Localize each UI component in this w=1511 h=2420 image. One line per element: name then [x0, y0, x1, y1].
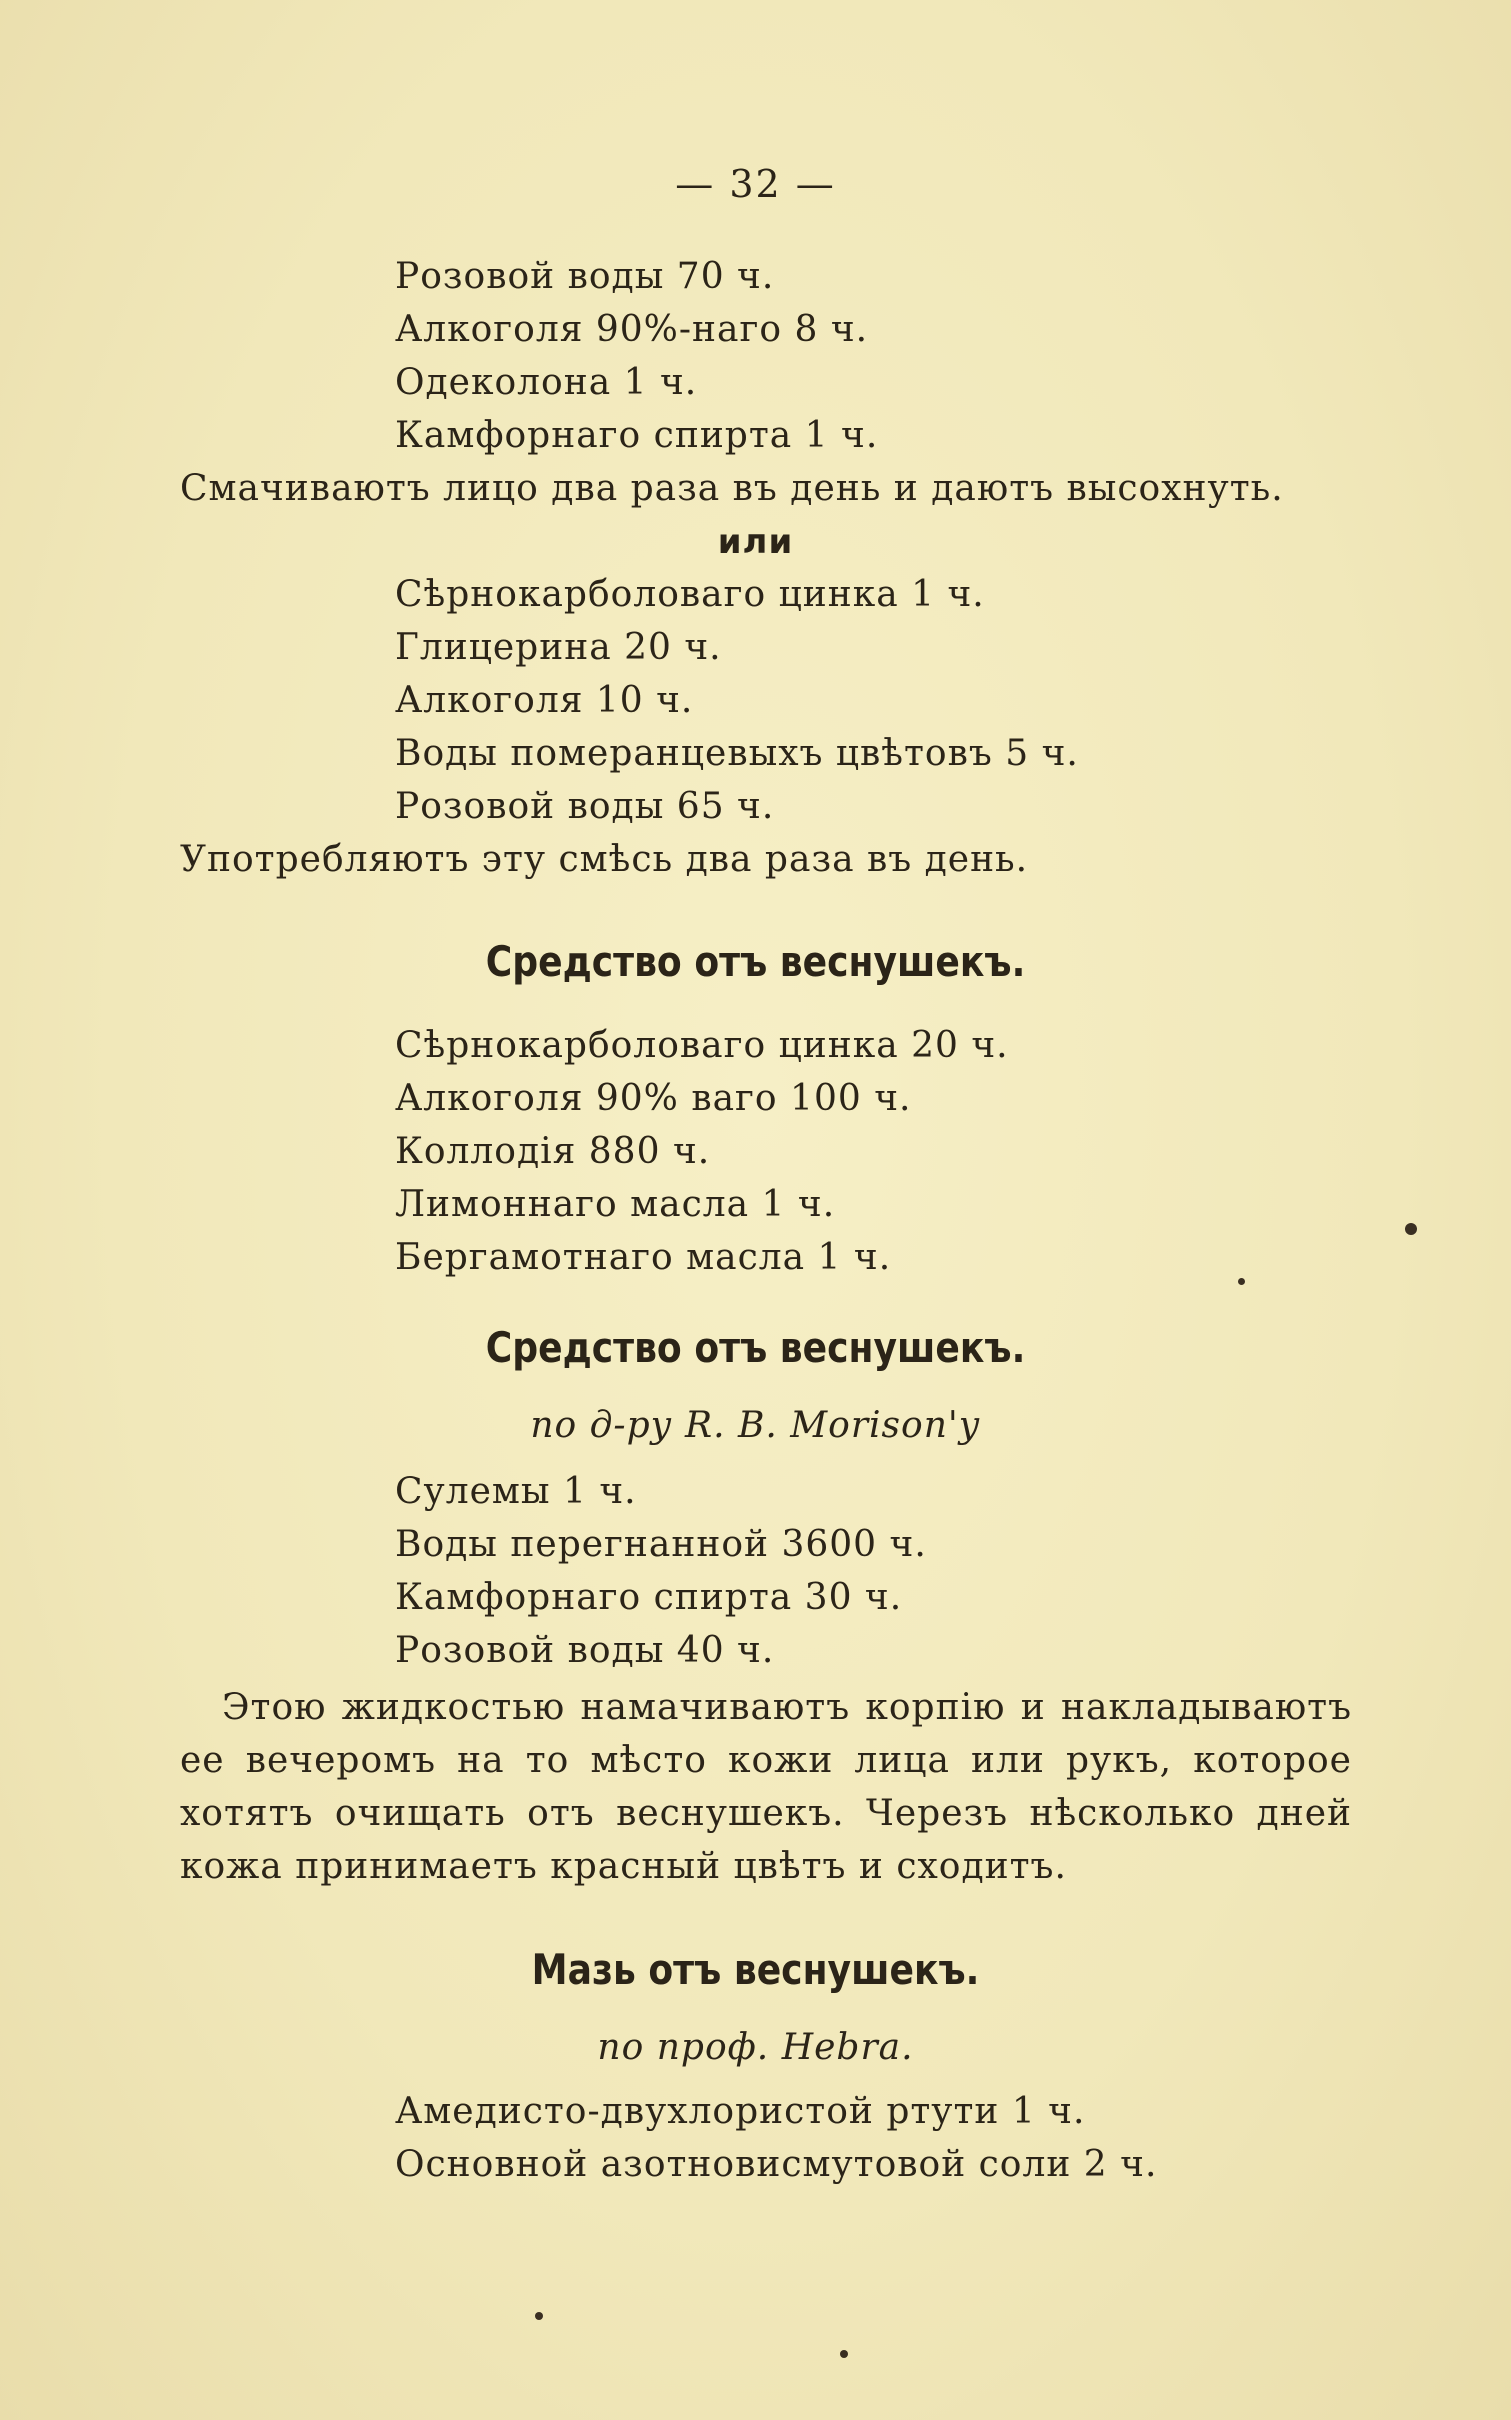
or-separator: или: [717, 522, 794, 562]
section-title: Средство отъ веснушекъ.: [485, 1323, 1026, 1372]
ink-speck: [535, 2312, 543, 2320]
section-author: по д-ру R. B. Morison'у: [530, 1405, 981, 1446]
ingredient-line: Розовой воды 70 ч.: [395, 256, 775, 297]
ingredient-line: Воды померанцевыхъ цвѣтовъ 5 ч.: [395, 733, 1079, 774]
ingredient-line: Воды перегнанной 3600 ч.: [395, 1524, 927, 1565]
paragraph-line: ее вечеромъ на то мѣсто кожи лица или рукъ, которое: [180, 1740, 1352, 1781]
ingredient-line: Алкоголя 10 ч.: [395, 680, 694, 721]
ingredient-line: Розовой воды 40 ч.: [395, 1630, 775, 1671]
page-number: — 32 —: [675, 162, 836, 206]
ingredient-line: Сулемы 1 ч.: [395, 1471, 637, 1512]
ingredient-line: Коллодія 880 ч.: [395, 1131, 711, 1172]
ingredient-line: Глицерина 20 ч.: [395, 627, 722, 668]
instruction-line: Смачиваютъ лицо два раза въ день и даютъ высохнуть.: [180, 468, 1284, 509]
section-author: по проф. Hebra.: [597, 2027, 914, 2068]
ingredient-line: Бергамотнаго масла 1 ч.: [395, 1237, 892, 1278]
ingredient-line: Одеколона 1 ч.: [395, 362, 698, 403]
ingredient-line: Сѣрнокарболоваго цинка 1 ч.: [395, 574, 985, 615]
ink-speck: [1238, 1278, 1245, 1285]
ingredient-line: Камфорнаго спирта 30 ч.: [395, 1577, 903, 1618]
ingredient-line: Алкоголя 90% ваго 100 ч.: [395, 1078, 912, 1119]
ink-speck: [840, 2350, 848, 2358]
ink-speck: [1405, 1223, 1417, 1235]
ingredient-line: Камфорнаго спирта 1 ч.: [395, 415, 879, 456]
ingredient-line: Амедисто-двухлористой ртути 1 ч.: [395, 2091, 1086, 2132]
section-title: Средство отъ веснушекъ.: [485, 937, 1026, 986]
paragraph-line: Этою жидкостью намачиваютъ корпію и накладываютъ: [222, 1687, 1352, 1728]
instruction-line: Употребляютъ эту смѣсь два раза въ день.: [180, 839, 1029, 880]
ingredient-line: Основной азотновисмутовой соли 2 ч.: [395, 2144, 1158, 2185]
paragraph-line: кожа принимаетъ красный цвѣтъ и сходитъ.: [180, 1846, 1067, 1887]
ingredient-line: Лимоннаго масла 1 ч.: [395, 1184, 836, 1225]
ingredient-line: Розовой воды 65 ч.: [395, 786, 775, 827]
ingredient-line: Алкоголя 90%-наго 8 ч.: [395, 309, 869, 350]
ingredient-line: Сѣрнокарболоваго цинка 20 ч.: [395, 1025, 1009, 1066]
paragraph-line: хотятъ очищать отъ веснушекъ. Черезъ нѣсколько дней: [180, 1793, 1352, 1834]
section-title: Мазь отъ веснушекъ.: [531, 1945, 980, 1994]
